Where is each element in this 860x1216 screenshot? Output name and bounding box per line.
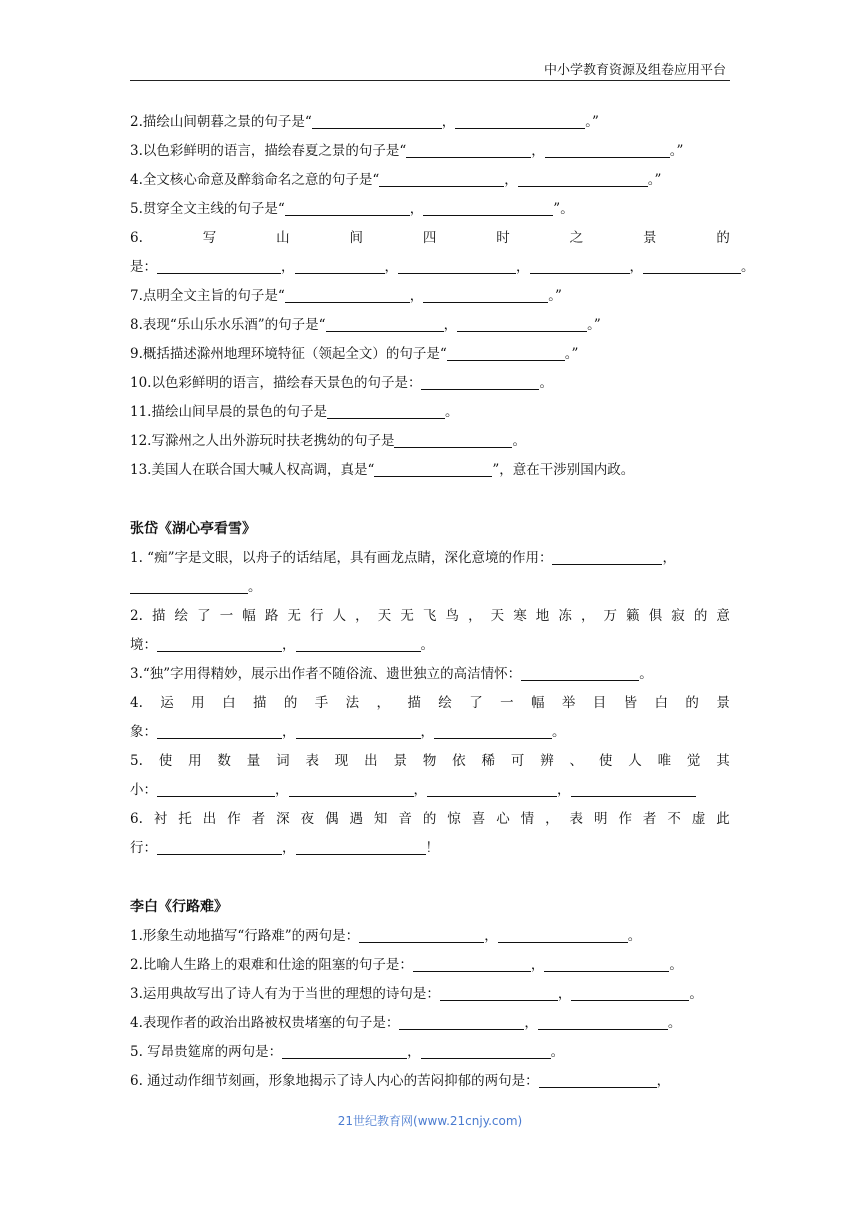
blank[interactable]	[399, 1013, 524, 1030]
question-s2-2-second-line: 境： ， 。	[130, 637, 434, 653]
question-s2-3: 3.“独”字用得精妙，展示出作者不随俗流、遗世独立的高洁情怀： 。	[130, 666, 653, 682]
question-s3-5: 5. 写昂贵筵席的两句是： ， 。	[130, 1044, 565, 1060]
blank[interactable]	[539, 1071, 657, 1088]
question-s1-10: 10.以色彩鲜明的语言，描绘春天景色的句子是： 。	[130, 375, 553, 391]
question-s2-5-second-line: 小： ， ， ，	[130, 776, 730, 805]
page-footer	[0, 1112, 860, 1129]
blank[interactable]	[552, 548, 662, 565]
question-s1-13: 13.美国人在联合国大喊人权高调，真是“ ”，意在干涉别国内政。	[130, 462, 635, 478]
blank[interactable]	[296, 635, 421, 652]
blank[interactable]	[406, 141, 531, 158]
question-s3-4: 4.表现作者的政治出路被权贵堵塞的句子是： ， 。	[130, 1015, 682, 1031]
blank[interactable]	[285, 286, 410, 303]
blank[interactable]	[447, 344, 565, 361]
blank[interactable]	[571, 780, 696, 797]
blank[interactable]	[394, 431, 512, 448]
question-s1-6-first-line: 6. 写 山 间 四 时 之 景 的	[130, 230, 730, 246]
question-s1-12: 12.写滁州之人出外游玩时扶老携幼的句子是 。	[130, 433, 526, 449]
question-s2-6-second-line: 行： ， ！	[130, 840, 439, 856]
question-s1-8: 8.表现“乐山乐水乐酒”的句子是“ ， 。”	[130, 317, 601, 333]
blank[interactable]	[157, 780, 275, 797]
blank[interactable]	[296, 722, 421, 739]
blank[interactable]	[545, 141, 670, 158]
question-s2-2-first-line: 2. 描 绘 了 一 幅 路 无 行 人 ， 天 无 飞 鸟 ， 天 寒 地 冻 ， 万 籁 俱 寂 的 意	[130, 608, 730, 624]
question-s2-4-first-line: 4. 运 用 白 描 的 手 法 ， 描 绘 了 一 幅 举 目 皆 白 的 景	[130, 695, 730, 711]
platform-name: 中小学教育资源及组卷应用平台	[543, 63, 726, 78]
question-s2-4-second-line: 象： ， ， 。	[130, 724, 566, 740]
blank[interactable]	[521, 664, 639, 681]
question-s1-4: 4.全文核心命意及醉翁命名之意的句子是“ ， 。”	[130, 172, 662, 188]
question-s1-7: 7.点明全文主旨的句子是“ ， 。”	[130, 288, 562, 304]
question-s1-11: 11.描绘山间早晨的景色的句子是 。	[130, 404, 459, 420]
question-s1-2: 2.描绘山间朝暮之景的句子是“ ， 。”	[130, 114, 599, 130]
blank[interactable]	[423, 286, 548, 303]
blank[interactable]	[296, 838, 426, 855]
blank[interactable]	[359, 926, 484, 943]
question-s1-6-second-line: 是： ， ， ， ， 。	[130, 259, 755, 275]
blank[interactable]	[282, 1042, 407, 1059]
page-header	[130, 62, 730, 81]
blank[interactable]	[423, 199, 553, 216]
blank[interactable]	[421, 373, 539, 390]
question-s1-3: 3.以色彩鲜明的语言，描绘春夏之景的句子是“ ， 。”	[130, 143, 684, 159]
blank[interactable]	[518, 170, 648, 187]
blank[interactable]	[498, 926, 628, 943]
blank[interactable]	[295, 257, 385, 274]
blank[interactable]	[327, 402, 445, 419]
blank[interactable]	[538, 1013, 668, 1030]
question-s3-2: 2.比喻人生路上的艰难和仕途的阻塞的句子是： ， 。	[130, 957, 683, 973]
blank[interactable]	[157, 722, 282, 739]
question-s2-6-first-line: 6. 衬 托 出 作 者 深 夜 偶 遇 知 音 的 惊 喜 心 情 ， 表 明 作 者 不 虚 此	[130, 811, 730, 827]
question-s2-5-first-line: 5. 使 用 数 量 词 表 现 出 景 物 依 稀 可 辨 、 使 人 唯 觉 其	[130, 753, 730, 769]
blank[interactable]	[457, 315, 587, 332]
blank[interactable]	[427, 780, 557, 797]
blank[interactable]	[289, 780, 414, 797]
blank[interactable]	[413, 955, 531, 972]
blank[interactable]	[157, 257, 281, 274]
blank[interactable]	[312, 112, 442, 129]
blank[interactable]	[374, 460, 492, 477]
question-s1-9: 9.概括描述滁州地理环境特征（领起全文）的句子是“ 。”	[130, 346, 579, 362]
blank[interactable]	[379, 170, 504, 187]
section-title-libai: 李白《行路难》	[130, 899, 228, 915]
question-s1-5: 5.贯穿全文主线的句子是“ ， ”。	[130, 201, 574, 217]
blank[interactable]	[643, 257, 741, 274]
blank[interactable]	[326, 315, 444, 332]
worksheet-content	[130, 108, 755, 1096]
blank[interactable]	[157, 838, 282, 855]
blank[interactable]	[530, 257, 630, 274]
blank[interactable]	[440, 984, 558, 1001]
blank[interactable]	[157, 635, 282, 652]
blank[interactable]	[285, 199, 410, 216]
question-s2-1-first-line: 1. “痴”字是文眼，以舟子的话结尾，具有画龙点睛，深化意境的作用： ，	[130, 550, 676, 566]
question-s2-1-second-line: 。	[130, 573, 730, 602]
blank[interactable]	[130, 577, 248, 594]
footer-source[interactable]: 21世纪教育网(www.21cnjy.com)	[337, 1114, 523, 1128]
blank[interactable]	[421, 1042, 551, 1059]
question-s3-6: 6. 通过动作细节刻画，形象地揭示了诗人内心的苦闷抑郁的两句是： ，	[130, 1073, 671, 1089]
question-s3-1: 1.形象生动地描写“行路难”的两句是： ， 。	[130, 928, 642, 944]
blank[interactable]	[455, 112, 585, 129]
blank[interactable]	[398, 257, 516, 274]
section-title-zhangdai: 张岱《湖心亭看雪》	[130, 521, 256, 537]
blank[interactable]	[434, 722, 552, 739]
question-s3-3: 3.运用典故写出了诗人有为于当世的理想的诗句是： ， 。	[130, 986, 703, 1002]
blank[interactable]	[544, 955, 669, 972]
blank[interactable]	[571, 984, 689, 1001]
